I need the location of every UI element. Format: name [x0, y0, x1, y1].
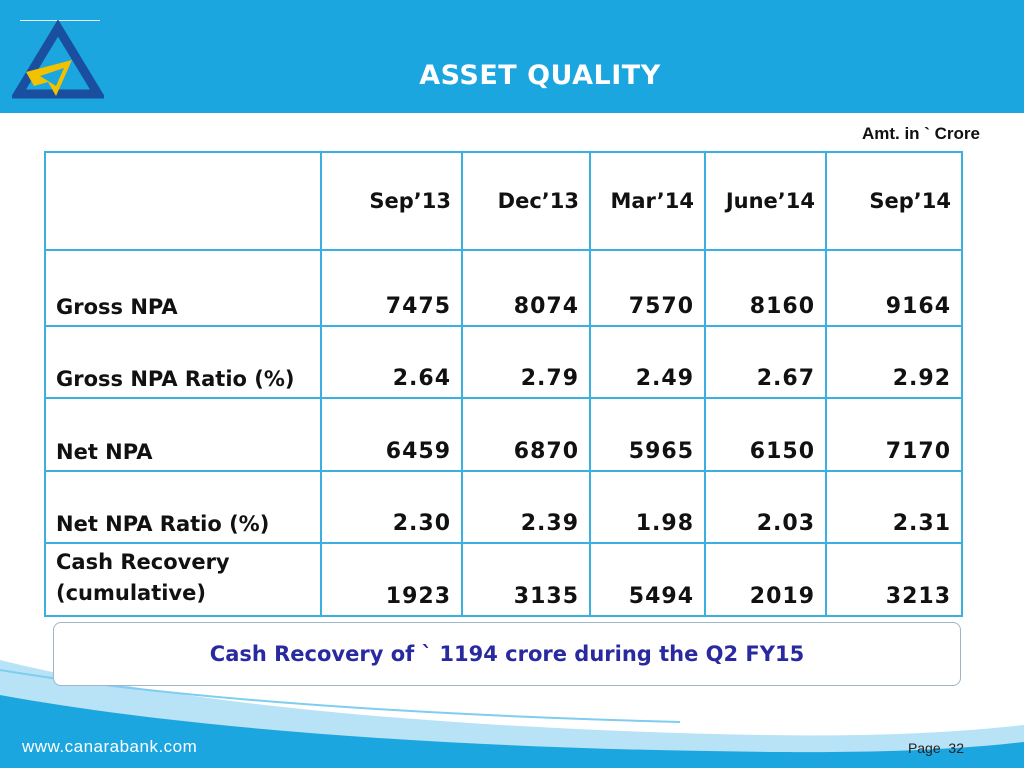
- page-label: Page: [907, 740, 941, 756]
- table-cell: 2.49: [590, 326, 705, 398]
- page-number: [908, 740, 964, 756]
- column-header: Sep’13: [321, 152, 462, 250]
- table-cell: 3213: [826, 543, 962, 616]
- table-cell: 7170: [826, 398, 962, 471]
- callout-text: Cash Recovery of ` 1194 crore during the Q2 FY15: [209, 642, 805, 666]
- footer-website-link[interactable]: www.canarabank.com: [22, 737, 198, 756]
- table-cell: 2.92: [826, 326, 962, 398]
- table-cell: 1923: [321, 543, 462, 616]
- row-label-line: (cumulative): [56, 581, 206, 605]
- table-cell: 2.03: [705, 471, 826, 543]
- row-label-line: Cash Recovery: [56, 550, 230, 574]
- table-cell: 6150: [705, 398, 826, 471]
- column-header-empty: [45, 152, 321, 250]
- table-cell: 9164: [826, 250, 962, 326]
- table-cell: 6870: [462, 398, 590, 471]
- table-row: [45, 543, 962, 616]
- table-row: [45, 326, 962, 398]
- table-cell: 7475: [321, 250, 462, 326]
- table-cell: 2019: [705, 543, 826, 616]
- table-cell: 3135: [462, 543, 590, 616]
- header-band: [0, 0, 1024, 113]
- table-cell: 8160: [705, 250, 826, 326]
- column-header: Dec’13: [462, 152, 590, 250]
- table-cell: 2.39: [462, 471, 590, 543]
- row-label: Gross NPA: [45, 250, 321, 326]
- table-header-row: [45, 152, 962, 250]
- table-row: [45, 471, 962, 543]
- asset-quality-table: [44, 151, 963, 617]
- column-header: Mar’14: [590, 152, 705, 250]
- table-cell: 2.79: [462, 326, 590, 398]
- table-cell: 2.30: [321, 471, 462, 543]
- row-label: Gross NPA Ratio (%): [45, 326, 321, 398]
- table-cell: 7570: [590, 250, 705, 326]
- column-header: Sep’14: [826, 152, 962, 250]
- cash-recovery-callout: [53, 622, 961, 686]
- row-label: Net NPA: [45, 398, 321, 471]
- page-number-value: 32: [948, 740, 964, 756]
- table-cell: 2.31: [826, 471, 962, 543]
- page-title: ASSET QUALITY: [419, 60, 661, 91]
- column-header: June’14: [705, 152, 826, 250]
- table-cell: 2.64: [321, 326, 462, 398]
- table-cell: 5494: [590, 543, 705, 616]
- table-row: [45, 398, 962, 471]
- table-row: [45, 250, 962, 326]
- table-cell: 6459: [321, 398, 462, 471]
- row-label: Net NPA Ratio (%): [45, 471, 321, 543]
- row-label: [45, 543, 321, 616]
- table-cell: 5965: [590, 398, 705, 471]
- unit-note: Amt. in ` Crore: [861, 124, 980, 143]
- table-cell: 2.67: [705, 326, 826, 398]
- table-cell: 8074: [462, 250, 590, 326]
- table-cell: 1.98: [590, 471, 705, 543]
